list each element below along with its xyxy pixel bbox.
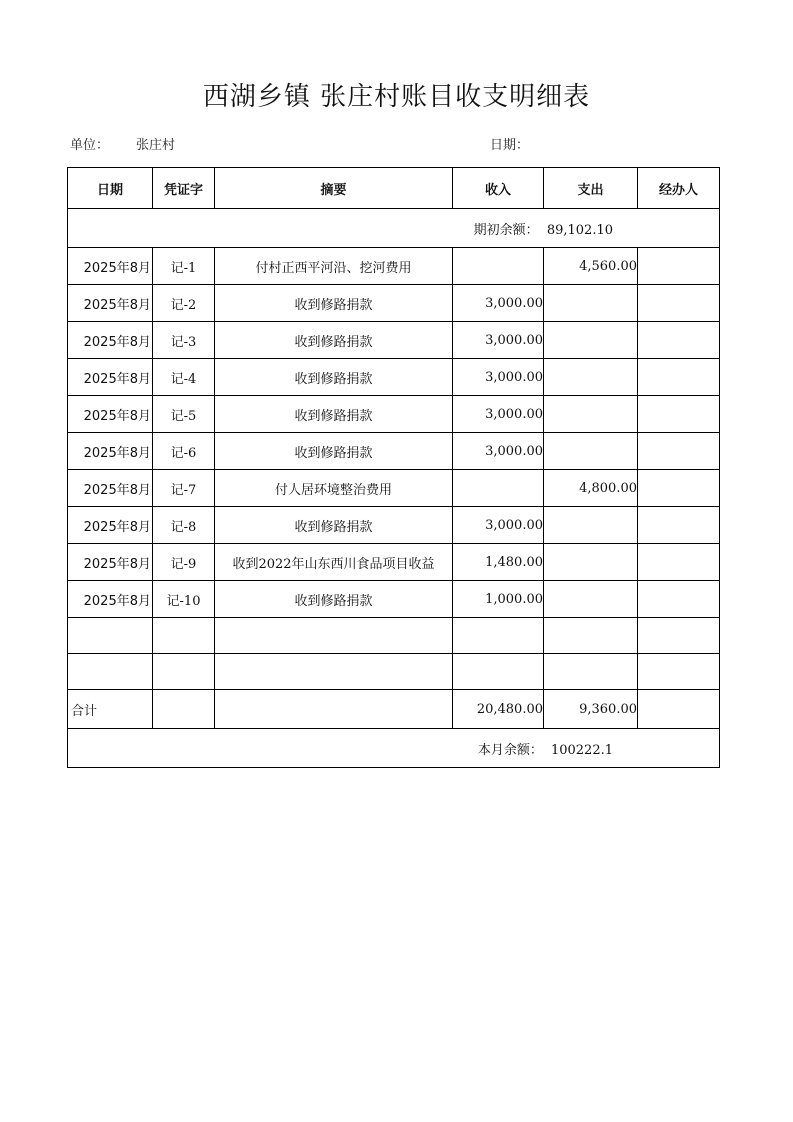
table-row bbox=[68, 248, 720, 285]
table-row bbox=[68, 507, 720, 544]
table-row bbox=[68, 470, 720, 507]
cell-voucher: 记-10 bbox=[153, 581, 215, 618]
cell-summary: 收到修路捐款 bbox=[215, 322, 453, 359]
cell-expense bbox=[544, 285, 638, 322]
cell-voucher: 记-6 bbox=[153, 433, 215, 470]
blank-row bbox=[68, 654, 720, 690]
cell-income: 3,000.00 bbox=[453, 322, 544, 359]
cell-handler bbox=[638, 507, 720, 544]
cell-date: 2025年8月 bbox=[68, 322, 153, 359]
cell-summary: 收到修路捐款 bbox=[215, 581, 453, 618]
cell-voucher: 记-3 bbox=[153, 322, 215, 359]
unit-label: 单位： bbox=[70, 138, 110, 153]
cell-voucher: 记-5 bbox=[153, 396, 215, 433]
cell-expense bbox=[544, 322, 638, 359]
cell-handler bbox=[638, 470, 720, 507]
column-header-summary: 摘要 bbox=[215, 168, 453, 209]
closing-balance-row bbox=[68, 729, 720, 768]
cell-expense: 4,800.00 bbox=[544, 470, 638, 507]
cell-date: 2025年8月 bbox=[68, 581, 153, 618]
cell-summary: 收到2022年山东西川食品项目收益 bbox=[215, 544, 453, 581]
opening-balance-label: 期初余额： bbox=[473, 222, 539, 238]
cell-income bbox=[453, 248, 544, 285]
blank-row bbox=[68, 618, 720, 654]
total-expense: 9,360.00 bbox=[544, 690, 638, 729]
cell-income: 1,000.00 bbox=[453, 581, 544, 618]
cell-summary: 收到修路捐款 bbox=[215, 285, 453, 322]
cell-voucher: 记-9 bbox=[153, 544, 215, 581]
cell-handler bbox=[638, 359, 720, 396]
total-row bbox=[68, 690, 720, 729]
cell-voucher: 记-2 bbox=[153, 285, 215, 322]
cell-summary: 收到修路捐款 bbox=[215, 396, 453, 433]
cell-income: 3,000.00 bbox=[453, 433, 544, 470]
total-label: 合计 bbox=[68, 690, 153, 729]
closing-balance-value: 100222.1 bbox=[550, 742, 613, 758]
cell-income: 3,000.00 bbox=[453, 359, 544, 396]
cell-date: 2025年8月 bbox=[68, 470, 153, 507]
column-header-date: 日期 bbox=[68, 168, 153, 209]
column-header-income: 收入 bbox=[453, 168, 544, 209]
cell-expense bbox=[544, 544, 638, 581]
date-label: 日期： bbox=[490, 138, 530, 153]
cell-handler bbox=[638, 433, 720, 470]
cell-date: 2025年8月 bbox=[68, 544, 153, 581]
cell-date: 2025年8月 bbox=[68, 396, 153, 433]
cell-income: 3,000.00 bbox=[453, 285, 544, 322]
cell-income: 3,000.00 bbox=[453, 507, 544, 544]
cell-summary: 收到修路捐款 bbox=[215, 507, 453, 544]
opening-balance-value: 89,102.10 bbox=[546, 222, 613, 238]
column-header-handler: 经办人 bbox=[638, 168, 720, 209]
cell-summary: 收到修路捐款 bbox=[215, 359, 453, 396]
cell-date: 2025年8月 bbox=[68, 433, 153, 470]
cell-expense bbox=[544, 396, 638, 433]
cell-expense bbox=[544, 507, 638, 544]
cell-voucher: 记-1 bbox=[153, 248, 215, 285]
cell-date: 2025年8月 bbox=[68, 248, 153, 285]
cell-handler bbox=[638, 544, 720, 581]
cell-handler bbox=[638, 322, 720, 359]
cell-expense bbox=[544, 433, 638, 470]
opening-balance-row bbox=[68, 209, 720, 248]
column-header-voucher: 凭证字 bbox=[153, 168, 215, 209]
cell-handler bbox=[638, 248, 720, 285]
cell-summary: 付人居环境整治费用 bbox=[215, 470, 453, 507]
cell-income: 1,480.00 bbox=[453, 544, 544, 581]
table-row bbox=[68, 396, 720, 433]
total-income: 20,480.00 bbox=[453, 690, 544, 729]
table-row bbox=[68, 359, 720, 396]
table-row bbox=[68, 544, 720, 581]
unit-value: 张庄村 bbox=[136, 138, 176, 153]
table-row bbox=[68, 581, 720, 618]
cell-expense: 4,560.00 bbox=[544, 248, 638, 285]
cell-summary: 收到修路捐款 bbox=[215, 433, 453, 470]
table-row bbox=[68, 285, 720, 322]
cell-handler bbox=[638, 581, 720, 618]
cell-expense bbox=[544, 359, 638, 396]
cell-voucher: 记-4 bbox=[153, 359, 215, 396]
cell-voucher: 记-8 bbox=[153, 507, 215, 544]
cell-expense bbox=[544, 581, 638, 618]
header-row bbox=[68, 168, 720, 209]
cell-voucher: 记-7 bbox=[153, 470, 215, 507]
ledger-table bbox=[67, 167, 720, 768]
table-row bbox=[68, 322, 720, 359]
cell-summary: 付村正西平河沿、挖河费用 bbox=[215, 248, 453, 285]
cell-handler bbox=[638, 285, 720, 322]
closing-balance-label: 本月余额： bbox=[477, 742, 543, 758]
cell-date: 2025年8月 bbox=[68, 507, 153, 544]
cell-date: 2025年8月 bbox=[68, 359, 153, 396]
cell-income bbox=[453, 470, 544, 507]
table-row bbox=[68, 433, 720, 470]
cell-date: 2025年8月 bbox=[68, 285, 153, 322]
page-title: 西湖乡镇 张庄村账目收支明细表 bbox=[202, 82, 591, 112]
cell-income: 3,000.00 bbox=[453, 396, 544, 433]
column-header-expense: 支出 bbox=[544, 168, 638, 209]
cell-handler bbox=[638, 396, 720, 433]
